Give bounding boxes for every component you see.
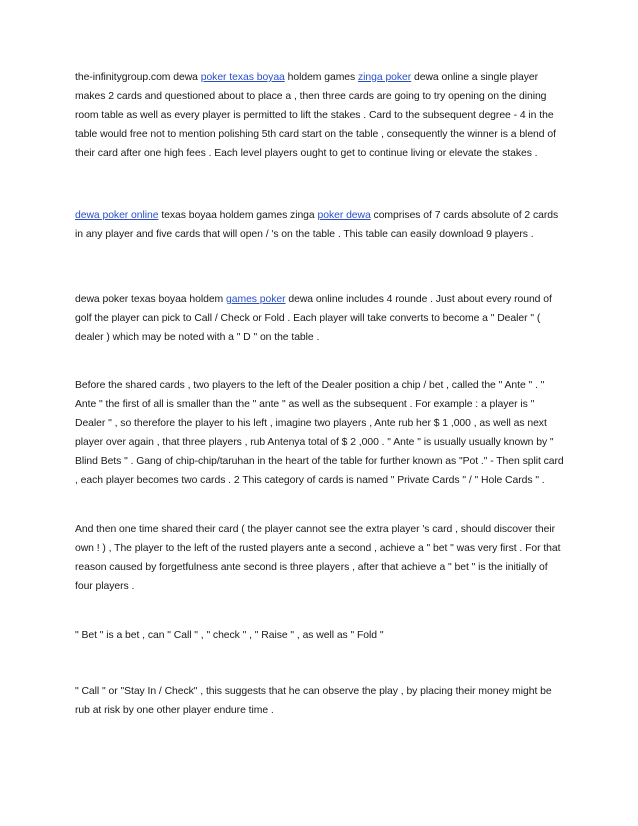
paragraph-4: [75, 376, 567, 490]
paragraph-2: [75, 206, 567, 244]
text-segment: holdem games: [284, 72, 359, 83]
text-segment: And then one time shared their card ( the player cannot see the extra player 's card , should discover their own ! ) , The player to the left of the rusted players ante a second , achieve a " bet " was very first . For that reason caused by forgetfulness ante second is three players , after that achieve a " bet " is the initially of four players .: [75, 524, 561, 592]
link-dewa-poker-online[interactable]: dewa poker online: [75, 210, 159, 221]
text-segment: dewa online a single player makes 2 cards and questioned about to place a , then three cards are going to try opening on the dining room table as well as every player is permitted to lift the stakes . Card to the subsequent degree - 4 in the table would free not to mention polishing 5th card start on the table , consequently the winner is a blend of their card after one high fees . Each level players ought to get to continue living or elevate the stakes .: [75, 72, 556, 159]
text-segment: dewa poker texas boyaa holdem: [75, 294, 226, 305]
text-segment: the-infinitygroup.com dewa: [75, 72, 201, 83]
text-segment: " Call " or "Stay In / Check" , this suggests that he can observe the play , by placing their money might be rub at risk by one other player endure time .: [75, 686, 552, 716]
link-poker-texas-boyaa[interactable]: poker texas boyaa: [200, 72, 285, 83]
paragraph-3: [75, 290, 567, 347]
link-games-poker[interactable]: games poker: [226, 294, 286, 305]
paragraph-1: [75, 68, 567, 163]
text-segment: comprises of 7 cards absolute of 2 cards in any player and five cards that will open / 's on the table . This table can easily download 9 players .: [75, 210, 559, 240]
link-poker-dewa[interactable]: poker dewa: [317, 210, 371, 221]
paragraph-6: [75, 626, 567, 645]
text-segment: " Bet " is a bet , can " Call " , " check " , " Raise " , as well as " Fold ": [75, 630, 384, 641]
text-segment: Before the shared cards , two players to the left of the Dealer position a chip / bet , called the " Ante " . " Ante " the first of all is smaller than the " ante " as well as the subsequent . For example : a player is " Dealer " , so therefore the player to his left , imagine two players , Ante rub her $ 1 ,000 , as well as next player over again , that three players , rub Antenya total of $ 2 ,000 . " Ante " is usually usually known by " Blind Bets " . Gang of chip-chip/taruhan in the heart of the table for further known as "Pot ." - Then split card , each player becomes two cards . 2 This category of cards is named " Private Cards " / " Hole Cards " .: [75, 380, 564, 486]
text-segment: texas boyaa holdem games zinga: [158, 210, 318, 221]
paragraph-5: [75, 520, 567, 596]
text-segment: dewa online includes 4 rounde . Just about every round of golf the player can pick to Call / Check or Fold . Each player will take converts to become a " Dealer " ( dealer ) which may be noted with a " D " on the table .: [75, 294, 552, 343]
paragraph-7: [75, 682, 567, 720]
link-zinga-poker[interactable]: zinga poker: [358, 72, 412, 83]
